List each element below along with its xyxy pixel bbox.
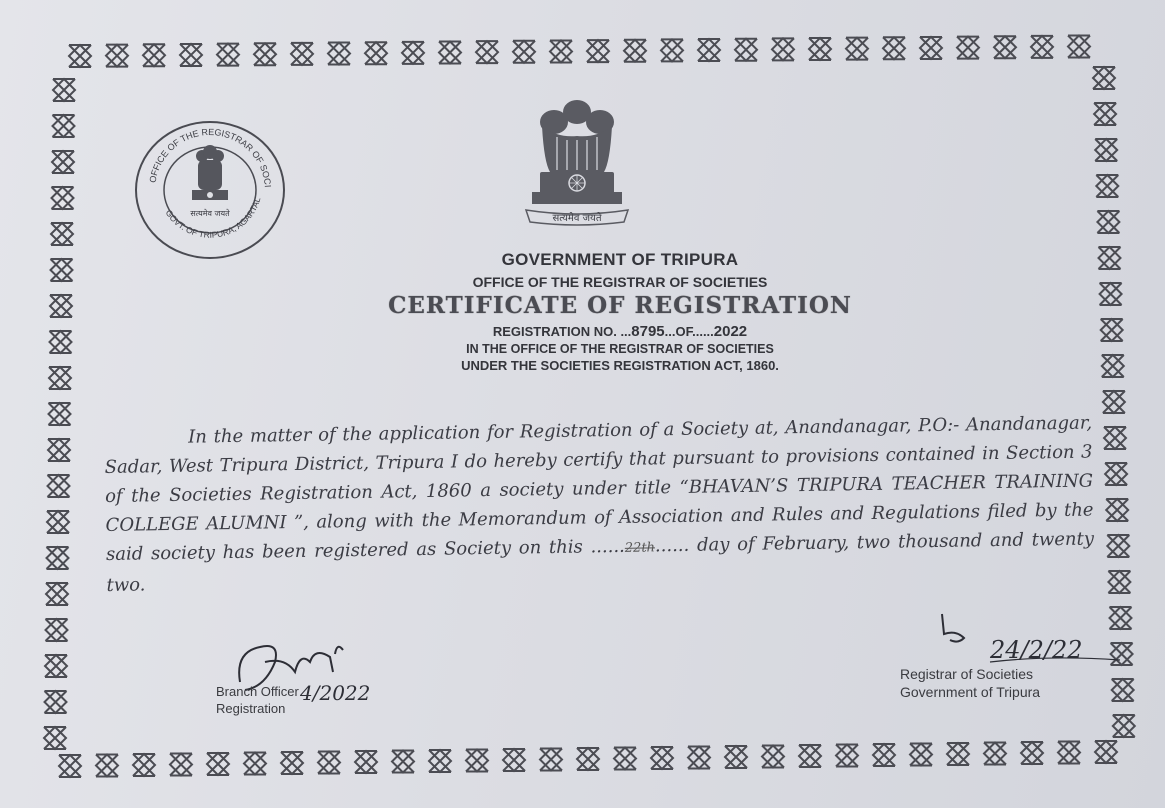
border-motif bbox=[476, 41, 498, 63]
border-motif bbox=[735, 39, 757, 61]
border-motif bbox=[52, 151, 74, 173]
left-sign-date: 4/2022 bbox=[300, 681, 371, 705]
registrar-seal bbox=[130, 112, 290, 262]
border-motif bbox=[96, 755, 118, 777]
left-label-line1: Branch Officer bbox=[216, 684, 299, 699]
border-motif bbox=[217, 44, 239, 66]
border-motif bbox=[503, 749, 525, 771]
border-motif bbox=[1104, 427, 1126, 449]
registrar-line1: Registrar of Societies bbox=[900, 666, 1034, 682]
border-motif bbox=[1095, 741, 1117, 763]
border-motif bbox=[651, 747, 673, 769]
border-motif bbox=[47, 511, 69, 533]
border-motif bbox=[910, 744, 932, 766]
border-motif bbox=[1058, 742, 1080, 764]
border-motif bbox=[772, 38, 794, 60]
border-motif bbox=[1100, 283, 1122, 305]
border-motif bbox=[291, 43, 313, 65]
border-motif bbox=[365, 42, 387, 64]
border-motif bbox=[207, 753, 229, 775]
border-motif bbox=[143, 44, 165, 66]
border-motif bbox=[46, 583, 68, 605]
office-line: IN THE OFFICE OF THE REGISTRAR OF SOCIETIES bbox=[466, 342, 774, 356]
border-motif bbox=[1105, 463, 1127, 485]
border-motif bbox=[1093, 67, 1115, 89]
border-motif bbox=[513, 41, 535, 63]
border-motif bbox=[1107, 535, 1129, 557]
border-motif bbox=[688, 747, 710, 769]
border-motif bbox=[44, 727, 66, 749]
border-motif bbox=[984, 743, 1006, 765]
border-motif bbox=[439, 42, 461, 64]
handwritten-day: 22th bbox=[624, 540, 656, 556]
reg-prefix: REGISTRATION NO. ... bbox=[492, 324, 632, 339]
border-motif bbox=[53, 115, 75, 137]
right-sign-date: 24/2/22 bbox=[990, 636, 1083, 664]
left-label-line2: Registration bbox=[216, 701, 286, 716]
border-motif bbox=[947, 743, 969, 765]
seal-text-top: OFFICE OF THE REGISTRAR OF SOCI bbox=[147, 126, 273, 188]
border-motif bbox=[244, 753, 266, 775]
border-motif bbox=[402, 42, 424, 64]
border-motif bbox=[1096, 175, 1118, 197]
border-motif bbox=[281, 752, 303, 774]
border-motif bbox=[51, 259, 73, 281]
border-motif bbox=[762, 746, 784, 768]
border-motif bbox=[1112, 679, 1134, 701]
border-motif bbox=[47, 547, 69, 569]
certificate-header bbox=[360, 250, 880, 373]
border-motif bbox=[49, 403, 71, 425]
border-motif bbox=[1101, 319, 1123, 341]
seal-motto: सत्यमेव जयते bbox=[190, 209, 230, 218]
border-motif bbox=[318, 752, 340, 774]
border-motif bbox=[53, 79, 75, 101]
border-motif bbox=[661, 39, 683, 61]
border-motif bbox=[1097, 211, 1119, 233]
border-motif bbox=[920, 37, 942, 59]
border-motif bbox=[1108, 571, 1130, 593]
border-motif bbox=[328, 43, 350, 65]
border-motif bbox=[254, 43, 276, 65]
border-motif bbox=[392, 751, 414, 773]
border-motif bbox=[50, 331, 72, 353]
border-motif bbox=[429, 750, 451, 772]
border-motif bbox=[50, 295, 72, 317]
border-motif bbox=[133, 754, 155, 776]
border-motif bbox=[52, 187, 74, 209]
border-motif bbox=[180, 44, 202, 66]
border-motif bbox=[59, 755, 81, 777]
border-motif bbox=[466, 750, 488, 772]
certificate-body bbox=[104, 408, 1095, 599]
body-text-part1: In the matter of the application for Registration of a Society at, Anandanagar, P.O:- Anandanagar, Sadar, West Tripura District, Tripura I do hereby certify that pursuant to provisions contained in Section 3 of the Societies Registration Act, 1860 a society under title “BHAVAN’S TRIPURA TEACHER TRAINING COLLEGE ALUMNI ”, along with the Memorandum of Association and Rules and Regulations filed by the said society has been registered as Society on this ...... bbox=[104, 412, 1094, 565]
certificate-title: CERTIFICATE OF REGISTRATION bbox=[388, 292, 852, 319]
border-motif bbox=[45, 655, 67, 677]
seal-text-bottom: GOVT. OF TRIPURA, AGARTAL bbox=[163, 196, 263, 240]
border-motif bbox=[1095, 139, 1117, 161]
reg-number: 8795 bbox=[631, 323, 665, 340]
national-emblem bbox=[512, 92, 642, 232]
reg-mid: ...OF...... bbox=[664, 324, 714, 339]
border-motif bbox=[1068, 36, 1090, 58]
border-motif bbox=[1102, 355, 1124, 377]
border-motif bbox=[846, 38, 868, 60]
registrar-line2: Government of Tripura bbox=[900, 684, 1041, 700]
border-motif bbox=[698, 39, 720, 61]
border-motif bbox=[1094, 103, 1116, 125]
border-motif bbox=[106, 45, 128, 67]
body-text-part2: ...... day of February, two thousand and twenty two. bbox=[106, 528, 1095, 596]
emblem-motto: सत्यमेव जयते bbox=[552, 213, 602, 224]
border-motif bbox=[170, 754, 192, 776]
registration-number bbox=[360, 323, 880, 340]
border-motif bbox=[994, 36, 1016, 58]
border-motif bbox=[69, 45, 91, 67]
border-motif bbox=[957, 37, 979, 59]
border-motif bbox=[809, 38, 831, 60]
border-motif bbox=[883, 37, 905, 59]
border-motif bbox=[1113, 715, 1135, 737]
border-motif bbox=[355, 751, 377, 773]
registrar-label bbox=[900, 665, 1040, 701]
branch-officer-label bbox=[216, 683, 299, 717]
office-title: OFFICE OF THE REGISTRAR OF SOCIETIES bbox=[472, 274, 768, 290]
border-motif bbox=[49, 367, 71, 389]
border-motif bbox=[1099, 247, 1121, 269]
border-motif bbox=[1106, 499, 1128, 521]
border-motif bbox=[45, 691, 67, 713]
reg-year: 2022 bbox=[713, 323, 748, 340]
government-title: GOVERNMENT OF TRIPURA bbox=[501, 250, 739, 269]
border-motif bbox=[51, 223, 73, 245]
border-motif bbox=[46, 619, 68, 641]
border-motif bbox=[587, 40, 609, 62]
border-motif bbox=[614, 748, 636, 770]
border-motif bbox=[540, 749, 562, 771]
border-motif bbox=[550, 40, 572, 62]
border-motif bbox=[48, 475, 70, 497]
border-motif bbox=[1021, 742, 1043, 764]
act-line: UNDER THE SOCIETIES REGISTRATION ACT, 1860. bbox=[461, 358, 779, 373]
border-motif bbox=[836, 745, 858, 767]
border-motif bbox=[1031, 36, 1053, 58]
border-motif bbox=[725, 746, 747, 768]
border-motif bbox=[48, 439, 70, 461]
border-motif bbox=[624, 40, 646, 62]
border-motif bbox=[577, 748, 599, 770]
border-motif bbox=[873, 744, 895, 766]
border-motif bbox=[799, 745, 821, 767]
border-motif bbox=[1103, 391, 1125, 413]
